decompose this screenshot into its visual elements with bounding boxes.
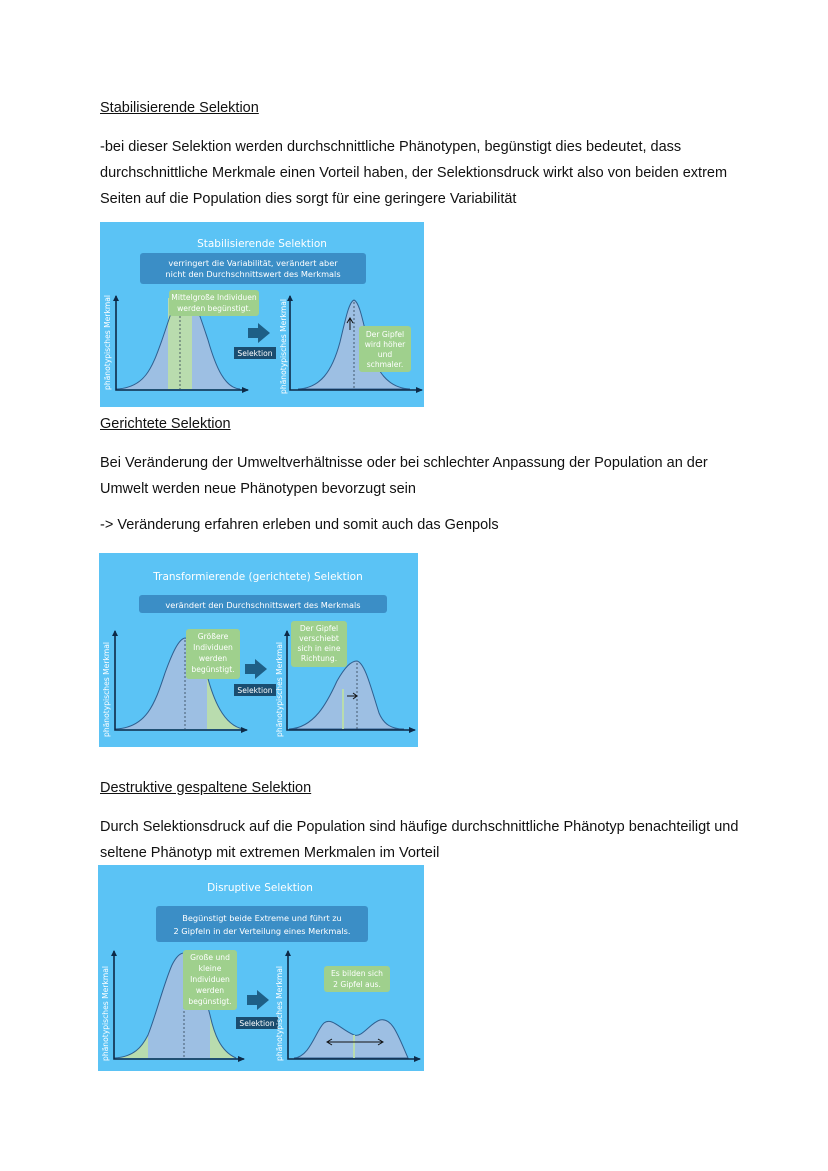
section-heading-disruptiv: Destruktive gespaltene Selektion: [100, 780, 312, 796]
left-callout-line-2: werden begünstigt.: [177, 304, 251, 313]
right-callout-line-1: Es bilden sich: [331, 969, 383, 978]
figure-title: Stabilisierende Selektion: [197, 238, 327, 250]
right-callout-line-2: 2 Gipfel aus.: [333, 980, 381, 989]
right-callout-line-3: sich in eine: [297, 644, 341, 653]
selection-label: Selektion: [239, 1019, 275, 1028]
left-y-axis-label: phänotypisches Merkmal: [103, 294, 112, 390]
section-text-disruptiv: Durch Selektionsdruck auf die Population sind häufige durchschnittliche Phänotyp benachteiligt und seltene Phänotyp mit extremen Merkmalen im Vorteil: [100, 819, 739, 861]
right-callout-line-1: Der Gipfel: [299, 624, 339, 633]
selection-label: Selektion: [237, 686, 273, 695]
section-heading-gerichtet: Gerichtete Selektion: [100, 416, 231, 432]
figure-stabilisierende-selektion: [100, 222, 424, 407]
right-callout-line-3: und: [377, 350, 393, 359]
left-callout-line-4: werden: [195, 986, 225, 995]
right-callout-line-2: wird höher: [364, 340, 406, 349]
left-callout-line-1: Mittelgroße Individuen: [171, 293, 257, 302]
right-y-axis-label: phänotypisches Merkmal: [275, 965, 284, 1061]
left-callout-line-3: werden: [198, 654, 228, 663]
figure-title: Transformierende (gerichtete) Selektion: [153, 571, 363, 583]
selection-label: Selektion: [237, 349, 273, 358]
left-callout-line-5: begünstigt.: [188, 997, 232, 1006]
figure-subtitle-line-1: verändert den Durchschnittswert des Merkmals: [165, 600, 361, 610]
right-callout-line-4: schmaler.: [366, 360, 404, 369]
left-callout-line-1: Große und: [190, 953, 230, 962]
left-callout-line-4: begünstigt.: [191, 665, 235, 674]
figure-subtitle-line-1: Begünstigt beide Extreme und führt zu: [182, 913, 342, 923]
right-y-axis-label: phänotypisches Merkmal: [279, 298, 288, 394]
figure-subtitle-banner: [156, 906, 368, 942]
left-y-axis-label: phänotypisches Merkmal: [101, 965, 110, 1061]
left-callout-line-3: Individuen: [190, 975, 230, 984]
figure-gerichtete-selektion: [99, 553, 418, 747]
section-heading-stabilisierend: Stabilisierende Selektion: [100, 100, 259, 116]
left-callout-line-2: Individuen: [193, 643, 233, 652]
left-callout-line-1: Größere: [197, 632, 229, 641]
right-callout-line-4: Richtung.: [300, 654, 338, 663]
section-text-stabilisierend: -bei dieser Selektion werden durchschnittliche Phänotypen, begünstigt dies bedeutet, dass durchschnittliche Merkmale einen Vorteil haben, der Selektionsdruck wirkt also von beiden extrem Seiten auf die Population dies sorgt für eine geringere Variabilität: [100, 139, 728, 207]
section-text-gerichtet-1: Bei Veränderung der Umweltverhältnisse oder bei schlechter Anpassung der Population an der Umwelt werden neue Phänotypen bevorzugt sein: [100, 455, 708, 497]
figure-subtitle-line-2: nicht den Durchschnittswert des Merkmals: [165, 269, 341, 279]
left-callout-line-2: kleine: [198, 964, 222, 973]
figure-disruptive-selektion: [98, 865, 424, 1071]
right-y-axis-label: phänotypisches Merkmal: [275, 641, 284, 737]
figure-subtitle-line-2: 2 Gipfeln in der Verteilung eines Merkmals.: [173, 926, 351, 936]
right-callout-line-2: verschiebt: [299, 634, 339, 643]
right-callout-line-1: Der Gipfel: [365, 330, 405, 339]
left-y-axis-label: phänotypisches Merkmal: [102, 641, 111, 737]
section-text-gerichtet-2: -> Veränderung erfahren erleben und somit auch das Genpols: [100, 517, 499, 533]
figure-subtitle-line-1: verringert die Variabilität, verändert aber: [168, 258, 338, 268]
figure-title: Disruptive Selektion: [207, 882, 313, 894]
